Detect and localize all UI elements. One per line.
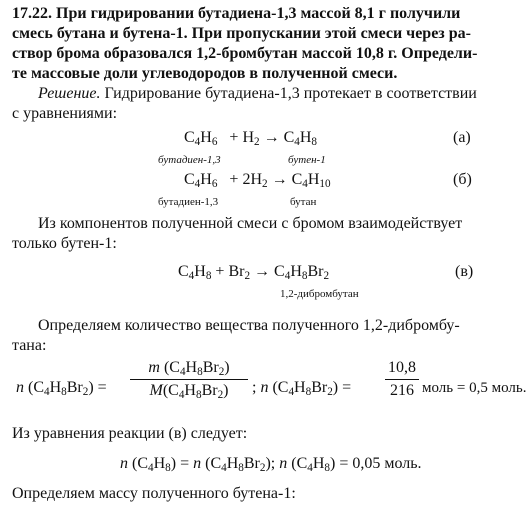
solution-line-2: с уравнениями: [12, 105, 118, 122]
formula2: n $(C_4H_8) = n$ $(C_4H_8Br_2)$; n $(C_4H_8) = 0,05$ моль. [120, 455, 422, 474]
formula1-numerator-1: m $(C_4H_8Br_2)$ [148, 359, 230, 378]
equation-c-label: 1,2-дибромбутан [280, 288, 359, 300]
formula1-tail: моль = 0,5 моль. [422, 380, 526, 396]
solution-line-1 [38, 84, 477, 104]
formula1-numerator-2: 10,8 [388, 359, 416, 376]
problem-text-1: При гидрировании бутадиена-1,3 массой 8,1 г получили [56, 5, 461, 22]
equation-b: $C_4H_6 + 2H_2 \to C_4H_{10}$ [184, 171, 331, 190]
formula1-bar-1 [130, 379, 248, 380]
equation-a-label-left: бутадиен-1,3 [158, 154, 221, 166]
equation-a: $C_4H_6 + H_2 \to C_4H_8$ [184, 129, 318, 148]
equation-a-tag: (а) [453, 129, 471, 146]
equation-c: $C_4H_8 + Br_2 \to C_4H_8Br_2$ [178, 263, 330, 282]
formula1-denominator-1: $M(C_4H_8Br_2)$ [149, 382, 229, 401]
para4: Из уравнения реакции (в) следует: [12, 425, 248, 442]
problem-line-4: те массовые доли углеводородов в полученной смеси. [12, 65, 398, 82]
equation-b-label-left: бутадиен-1,3 [158, 196, 219, 208]
problem-line-1 [12, 4, 460, 24]
para3-line-1: Определяем количество вещества полученного 1,2-дибромбу- [38, 317, 460, 334]
formula1-left: n $(C_4H_8Br_2)$ = [16, 379, 107, 398]
para5: Определяем массу полученного бутена-1: [12, 485, 296, 502]
formula1-mid: ; n $(C_4H_8Br_2)$ = [252, 379, 352, 398]
equation-b-tag: (б) [453, 171, 472, 188]
problem-number: 17.22. [12, 5, 52, 22]
problem-line-2: смесь бутана и бутена-1. При пропускании этой смеси через ра- [12, 25, 471, 42]
formula1-denominator-2: 216 [390, 382, 414, 399]
equation-a-label-right: бутен-1 [288, 154, 326, 166]
para2-line-1: Из компонентов полученной смеси с бромом взаимодействует [38, 215, 463, 232]
formula1-fraction-1 [130, 358, 248, 401]
solution-label: Решение. [38, 85, 101, 102]
formula1-fraction-2 [385, 358, 419, 401]
para2-line-2: только бутен-1: [12, 235, 117, 252]
problem-line-3: створ брома образовался 1,2-бромбутан массой 10,8 г. Определи- [12, 45, 478, 62]
equation-b-label-right: бутан [290, 196, 317, 208]
para3-line-2: тана: [12, 337, 47, 354]
formula1-bar-2 [385, 379, 419, 380]
equation-c-tag: (в) [455, 263, 474, 280]
solution-text-1: Гидрирование бутадиена-1,3 протекает в соответствии [104, 85, 477, 102]
